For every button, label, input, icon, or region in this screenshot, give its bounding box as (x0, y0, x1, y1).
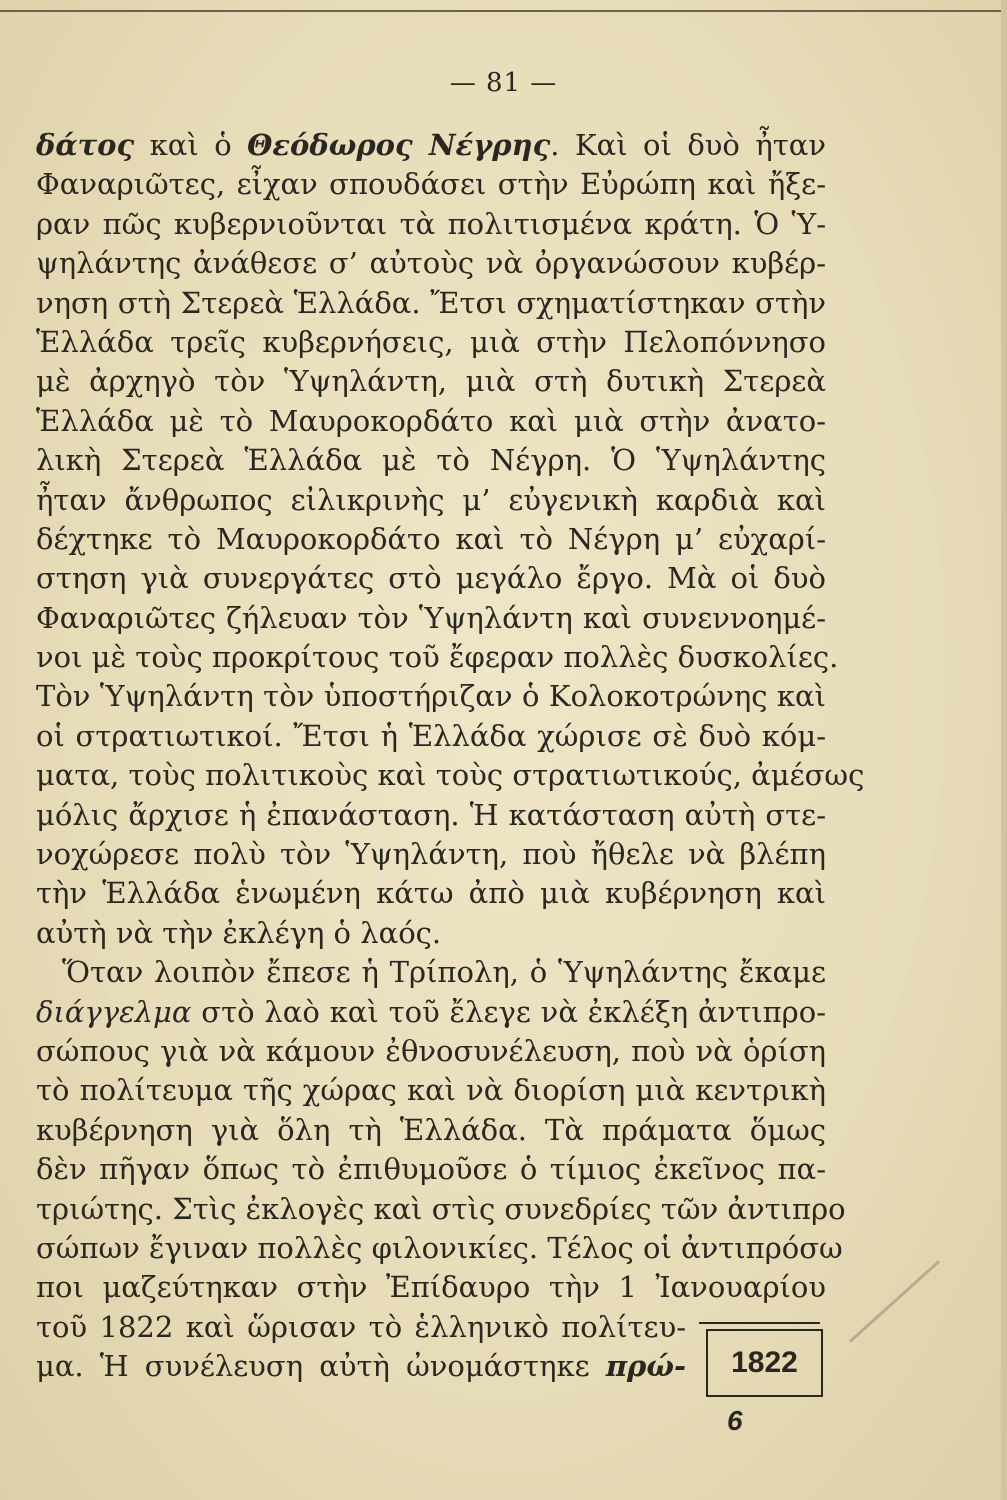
text-line (36, 126, 826, 165)
text-segment: Θεόδωρος Νέγρης (247, 128, 551, 162)
text-line (36, 205, 826, 244)
text-line (36, 1071, 826, 1110)
text-line (36, 835, 826, 874)
text-segment: Φαναριῶτες, εἶχαν σπουδάσει στὴν Εὐρώπη καὶ ἤξε- (36, 167, 826, 202)
text-line (36, 756, 865, 795)
text-segment: στηση γιὰ συνεργάτες στὸ μεγάλο ἔργο. Μὰ οἱ δυὸ (36, 561, 826, 596)
text-line (36, 362, 826, 401)
text-segment: δέχτηκε τὸ Μαυροκορδάτο καὶ τὸ Νέγρη μ’ εὐχαρί- (36, 521, 826, 556)
text-line (36, 599, 826, 638)
text-segment: τοῦ 1822 καὶ ὥρισαν τὸ ἑλληνικὸ πολίτευ- (36, 1309, 686, 1344)
text-segment: πρώ- (605, 1349, 686, 1384)
text-segment: λικὴ Στερεὰ Ἑλλάδα μὲ τὸ Νέγρη. Ὁ Ὑψηλάντης (36, 443, 826, 478)
text-line (36, 520, 826, 559)
text-line (36, 874, 826, 913)
text-segment: οἱ στρατιωτικοί. Ἔτσι ἡ Ἑλλάδα χώρισε σὲ δυὸ κόμ- (36, 718, 826, 753)
text-line (36, 323, 826, 362)
signature-mark: 6 (727, 1405, 743, 1436)
text-segment: διάγγελμα (36, 994, 192, 1029)
text-line (36, 796, 826, 835)
page-number: — 81 — (449, 68, 558, 98)
text-line (36, 717, 826, 756)
page-right-edge (1001, 0, 1007, 1500)
text-line (36, 993, 826, 1032)
top-edge-rule (0, 0, 1007, 12)
text-line (36, 402, 826, 441)
text-line (36, 638, 839, 677)
text-segment: σώπους γιὰ νὰ κάμουν ἐθνοσυνέλευση, ποὺ νὰ ὁρίση (36, 1033, 826, 1068)
text-segment: Ὅταν λοιπὸν ἔπεσε ἡ Τρίπολη, ὁ Ὑψηλάντης ἔκαμε (62, 955, 826, 990)
text-segment: νοχώρεσε πολὺ τὸν Ὑψηλάντη, ποὺ ἤθελε νὰ βλέπη (36, 837, 826, 872)
text-segment: δὲν πῆγαν ὅπως τὸ ἐπιθυμοῦσε ὁ τίμιος ἐκεῖνος πα- (36, 1152, 826, 1187)
text-segment: αὐτὴ νὰ τὴν ἐκλέγη ὁ λαός. (36, 915, 442, 950)
text-line (36, 1308, 686, 1347)
body-text (36, 126, 865, 1387)
text-segment: μὲ ἀρχηγὸ τὸν Ὑψηλάντη, μιὰ στὴ δυτικὴ Στερεὰ (36, 364, 826, 399)
text-segment: στὸ λαὸ καὶ τοῦ ἔλεγε νὰ ἐκλέξη ἀντιπρο- (191, 994, 826, 1029)
text-segment: κυβέρνηση γιὰ ὅλη τὴ Ἑλλάδα. Τὰ πράματα ὅμως (36, 1112, 826, 1147)
text-segment: τριώτης. Στὶς ἐκλογὲς καὶ στὶς συνεδρίες τῶν ἀντιπρο (36, 1191, 846, 1226)
text-line (36, 441, 826, 480)
text-segment: νοι μὲ τοὺς προκρίτους τοῦ ἔφεραν πολλὲς δυσκολίες. (36, 640, 839, 675)
text-segment: δάτος (36, 128, 135, 162)
pencil-mark (849, 1260, 940, 1343)
text-line (36, 1032, 826, 1071)
text-line (36, 1150, 826, 1189)
year-margin-box: 1822 (706, 1329, 823, 1397)
text-line (36, 1347, 686, 1386)
text-segment: νηση στὴ Στερεὰ Ἑλλάδα. Ἔτσι σχηματίστηκαν στὴν (36, 285, 826, 320)
text-line (36, 677, 826, 716)
text-line (36, 953, 826, 992)
text-line (36, 1190, 846, 1229)
text-segment: Τὸν Ὑψηλάντη τὸν ὑποστήριζαν ὁ Κολοκοτρώνης καὶ (36, 679, 826, 714)
text-line (36, 559, 826, 598)
text-line (36, 1229, 843, 1268)
text-segment: μόλις ἄρχισε ἡ ἐπανάσταση. Ἡ κατάσταση αὐτὴ στε- (36, 797, 826, 832)
text-segment: ματα, τοὺς πολιτικοὺς καὶ τοὺς στρατιωτικούς, ἀμέσως (36, 758, 865, 793)
text-line (36, 1268, 826, 1307)
text-segment: ποι μαζεύτηκαν στὴν Ἐπίδαυρο τὴν 1 Ἰανουαρίου (36, 1270, 826, 1305)
text-line (36, 914, 826, 953)
text-line (36, 244, 826, 283)
text-line (36, 165, 826, 204)
text-segment: τὴν Ἑλλάδα ἑνωμένη κάτω ἀπὸ μιὰ κυβέρνηση καὶ (36, 876, 826, 911)
text-line (36, 481, 826, 520)
text-segment: τὸ πολίτευμα τῆς χώρας καὶ νὰ διορίση μιὰ κεντρικὴ (36, 1073, 826, 1108)
text-segment: Ἑλλάδα τρεῖς κυβερνήσεις, μιὰ στὴν Πελοπόννησο (36, 324, 826, 359)
text-segment: ψηλάντης ἀνάθεσε σ’ αὐτοὺς νὰ ὀργανώσουν κυβέρ- (36, 246, 826, 281)
text-segment: ἦταν ἄνθρωπος εἰλικρινὴς μ’ εὐγενικὴ καρδιὰ καὶ (36, 482, 826, 517)
text-segment: μα. Ἡ συνέλευση αὐτὴ ὠνομάστηκε (36, 1349, 606, 1384)
text-line (36, 1111, 826, 1150)
text-segment: ραν πῶς κυβερνιοῦνται τὰ πολιτισμένα κράτη. Ὁ Ὑ- (36, 206, 826, 241)
text-segment: καὶ ὁ (134, 128, 248, 162)
text-segment: . Καὶ οἱ δυὸ ἦταν (550, 128, 826, 162)
text-segment: Ἑλλάδα μὲ τὸ Μαυροκορδάτο καὶ μιὰ στὴν ἀνατο- (36, 403, 826, 438)
text-segment: Φαναριῶτες ζήλευαν τὸν Ὑψηλάντη καὶ συνεννοημέ- (36, 600, 826, 635)
text-segment: σώπων ἔγιναν πολλὲς φιλονικίες. Τέλος οἱ ἀντιπρόσω (36, 1230, 843, 1265)
text-line (36, 284, 826, 323)
